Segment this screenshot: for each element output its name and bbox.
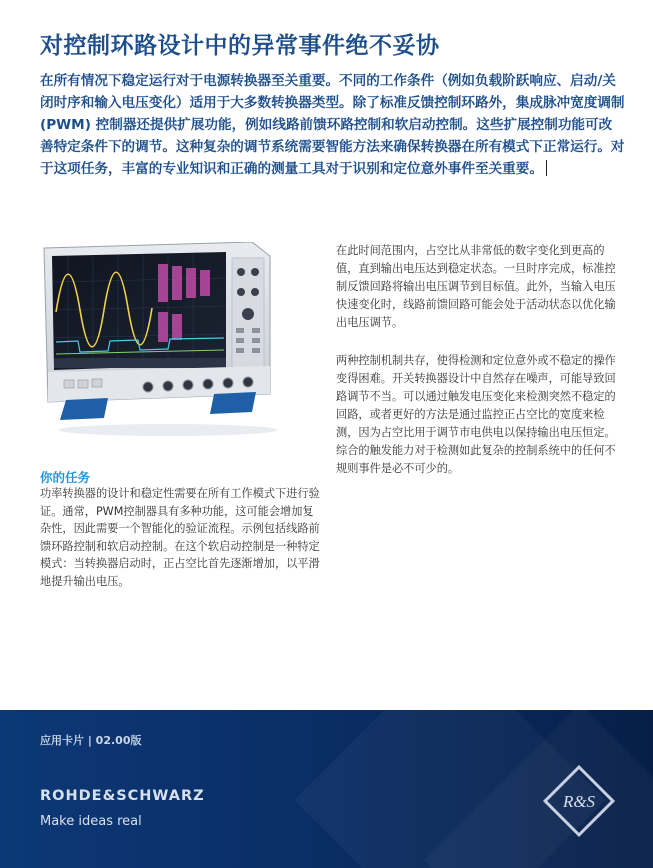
right-paragraph-2: 两种控制机制共存，使得检测和定位意外或不稳定的操作变得困难。开关转换器设计中自然存在噪声，可能导致回路调节不当。可以通过触发电压变化来检测突然不稳定的回路，或者更好的方法是通过监控正占空比的宽度来检测，因为占空比用于调节市电供电以保持输出电压恒定。综合的触发能力对于检测如此复杂的控制系统中的任何不规则事件是必不可少的。 [336,354,616,475]
text-cursor [546,160,547,176]
rs-diamond-logo [538,760,620,842]
page-title: 对控制环路设计中的异常事件绝不妥协 [40,33,440,59]
oscilloscope-photo [38,242,308,454]
lead-paragraph [40,70,625,180]
lead-text: 在所有情况下稳定运行对于电源转换器至关重要。不同的工作条件（例如负载阶跃响应、启动/关闭时序和输入电压变化）适用于大多数转换器类型。除了标准反馈控制环路外，集成脉冲宽度调制 (PWM) 控制器还提供扩展功能，例如线路前馈环路控制和软启动控制。这些扩展控制功能可改善特定条件下的调节。这种复杂的调节系统需要智能方法来确保转换器在所有模式下正常运行。对于这项任务，丰富的专业知识和正确的测量工具对于识别和定位意外事件至关重要。 [40,73,625,177]
footer-banner [0,710,653,868]
right-column [336,242,618,498]
right-paragraph-1: 在此时间范围内，占空比从非常低的数字变化到更高的值，直到输出电压达到稳定状态。一旦时序完成，标准控制反馈回路将输出电压调节到目标值。此外，当输入电压快速变化时，线路前馈回路可能会处于活动状态以优化输出电压调节。 [336,244,616,329]
task-body: 功率转换器的设计和稳定性需要在所有工作模式下进行验证。通常，PWM控制器具有多种功能，这可能会增加复杂性，因此需要一个智能化的验证流程。示例包括线路前馈环路控制和软启动控制。在这个软启动控制是一种特定模式：当转换器启动时，正占空比首先逐渐增加，以平滑地提升输出电压。 [40,487,320,588]
logo-letters: R&S [562,792,596,811]
brand-name: ROHDE&SCHWARZ [40,788,205,804]
card-version-label: 应用卡片 | 02.00版 [40,734,142,747]
task-heading: 你的任务 [40,470,91,485]
brand-slogan: Make ideas real [40,814,142,829]
